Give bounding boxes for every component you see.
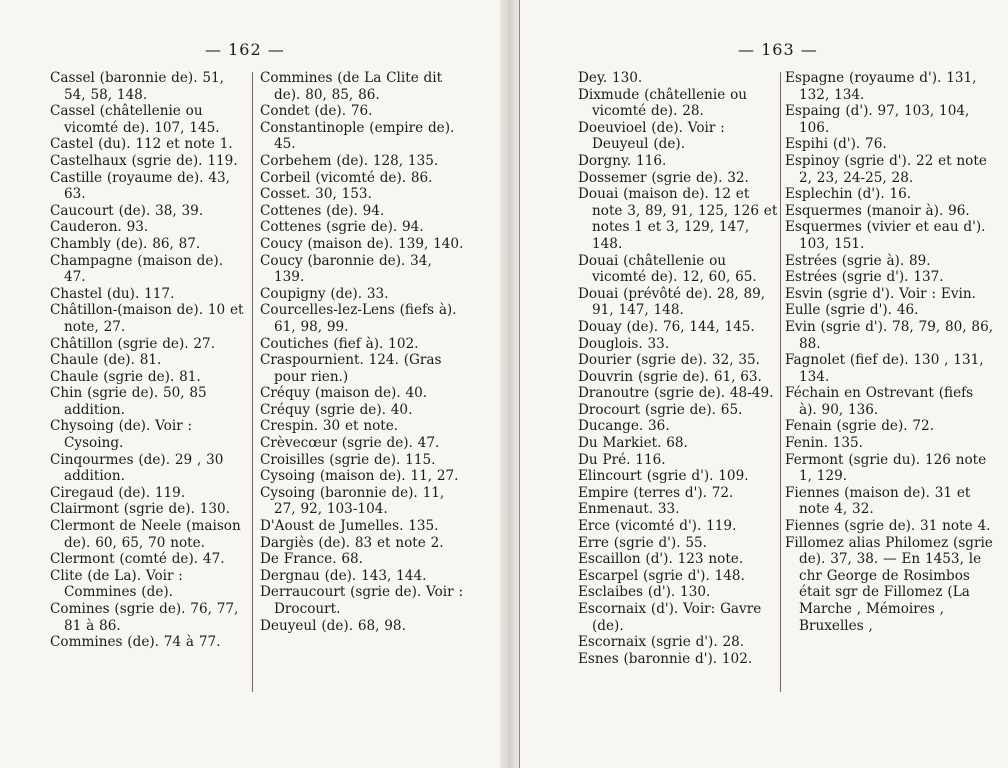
index-entry: Empire (terres d'). 72. bbox=[578, 484, 734, 501]
index-entry: Elincourt (sgrie d'). 109. bbox=[578, 468, 749, 485]
index-entry: Escarpel (sgrie d'). 148. bbox=[578, 567, 745, 584]
index-entry: Châtillon (sgrie de). 27. bbox=[50, 335, 216, 352]
index-entry: Evin (sgrie d'). 78, 79, 80, 86, 88. bbox=[785, 318, 994, 352]
index-entry: Fiennes (maison de). 31 et note 4, 32. bbox=[785, 484, 971, 518]
index-entry: Castille (royaume de). 43, 63. bbox=[50, 169, 230, 203]
index-entry: Coupigny (de). 33. bbox=[260, 285, 389, 302]
index-entry: Esplechin (d'). 16. bbox=[785, 186, 912, 203]
index-entry: Champagne (maison de). 47. bbox=[50, 252, 224, 286]
index-entry: Fillomez alias Philomez (sgrie de). 37, 38. — En 1453, le chr George de Rosimbos était sgr de Fillomez (La Marche , Mémoires , Bruxelles , bbox=[785, 534, 993, 634]
index-entry: Ducange. 36. bbox=[578, 418, 670, 435]
index-entry: Cosset. 30, 153. bbox=[260, 186, 372, 203]
index-entry: Escornaix (sgrie d'). 28. bbox=[578, 634, 745, 651]
right-page bbox=[520, 0, 1008, 768]
index-entry: Comines (sgrie de). 76, 77, 81 à 86. bbox=[50, 601, 239, 634]
index-entry: Derraucourt (sgrie de). Voir : Drocourt. bbox=[260, 584, 464, 617]
index-entry: Cauderon. 93. bbox=[50, 219, 149, 236]
index-entry: Clairmont (sgrie de). 130. bbox=[50, 501, 230, 518]
index-entry: Castelhaux (sgrie de). 119. bbox=[50, 152, 238, 169]
index-entry: Dargiès (de). 83 et note 2. bbox=[260, 534, 444, 551]
index-entry: Chysoing (de). Voir : Cysoing. bbox=[50, 418, 193, 452]
index-entry: Cottenes (sgrie de). 94. bbox=[260, 219, 424, 236]
left-page bbox=[0, 0, 500, 768]
index-entry: Dranoutre (sgrie de). 48-49. bbox=[578, 385, 774, 402]
index-entry: Commines (de). 74 à 77. bbox=[50, 634, 221, 651]
index-entry: Dey. 130. bbox=[578, 70, 643, 86]
index-entry: Coucy (maison de). 139, 140. bbox=[260, 235, 464, 252]
index-entry: Crespin. 30 et note. bbox=[260, 418, 399, 435]
index-entry: Cassel (baronnie de). 51, 54, 58, 148. bbox=[50, 70, 224, 103]
column-divider bbox=[252, 72, 253, 692]
index-entry: Chin (sgrie de). 50, 85 addition. bbox=[50, 385, 207, 418]
index-entry: Erre (sgrie d'). 55. bbox=[578, 534, 707, 551]
index-entry: Clite (de La). Voir : Commines (de). bbox=[50, 567, 183, 601]
index-entry: Douvrin (sgrie de). 61, 63. bbox=[578, 368, 762, 385]
index-entry: Croisilles (sgrie de). 115. bbox=[260, 451, 436, 468]
index-entry: Coutiches (fief à). 102. bbox=[260, 335, 419, 352]
book-gutter bbox=[500, 0, 520, 768]
index-entry: Chaule (sgrie de). 81. bbox=[50, 368, 201, 385]
index-entry: Chaule (de). 81. bbox=[50, 352, 162, 369]
index-entry: Cinqourmes (de). 29 , 30 addition. bbox=[50, 451, 224, 485]
index-entry: Clermont (comté de). 47. bbox=[50, 551, 225, 568]
index-entry: Créquy (maison de). 40. bbox=[260, 385, 428, 402]
index-entry: Douai (prévôté de). 28, 89, 91, 147, 148. bbox=[578, 285, 766, 319]
index-entry: Dorgny. 116. bbox=[578, 152, 667, 169]
index-column bbox=[50, 70, 245, 651]
index-entry: Fiennes (sgrie de). 31 note 4. bbox=[785, 518, 991, 535]
index-entry: Caucourt (de). 38, 39. bbox=[50, 202, 204, 219]
index-entry: Esclaibes (d'). 130. bbox=[578, 584, 711, 601]
index-entry: Féchain en Ostrevant (fiefs à). 90, 136. bbox=[785, 385, 974, 418]
index-entry: Escaillon (d'). 123 note. bbox=[578, 551, 744, 568]
index-entry: Enmenaut. 33. bbox=[578, 501, 680, 518]
index-entry: Deuyeul (de). 68, 98. bbox=[260, 617, 406, 634]
index-entry: Douai (châtellenie ou vicomté de). 12, 60, 65. bbox=[578, 252, 757, 286]
index-entry: Créquy (sgrie de). 40. bbox=[260, 401, 413, 418]
index-column bbox=[785, 70, 995, 634]
page-number: — 162 — bbox=[205, 40, 285, 59]
index-entry: Erce (vicomté d'). 119. bbox=[578, 518, 737, 535]
index-entry: Fenain (sgrie de). 72. bbox=[785, 418, 935, 435]
index-entry: Coucy (baronnie de). 34, 139. bbox=[260, 252, 432, 286]
index-entry: Douay (de). 76, 144, 145. bbox=[578, 318, 755, 335]
index-entry: Fermont (sgrie du). 126 note 1, 129. bbox=[785, 451, 987, 485]
index-entry: Drocourt (sgrie de). 65. bbox=[578, 401, 743, 418]
index-entry: Espagne (royaume d'). 131, 132, 134. bbox=[785, 70, 977, 103]
index-entry: Cassel (châtellenie ou vicomté de). 107, 145. bbox=[50, 103, 220, 136]
index-entry: Châtillon-(maison de). 10 et note, 27. bbox=[50, 302, 244, 335]
index-entry: Craspournient. 124. (Gras pour rien.) bbox=[260, 352, 442, 385]
index-entry: Corbehem (de). 128, 135. bbox=[260, 152, 439, 169]
index-entry: Cysoing (maison de). 11, 27. bbox=[260, 468, 459, 485]
index-entry: Espinoy (sgrie d'). 22 et note 2, 23, 24-25, 28. bbox=[785, 152, 987, 186]
index-entry: Constantinople (empire de). 45. bbox=[260, 119, 455, 153]
index-entry: Du Markiet. 68. bbox=[578, 435, 688, 452]
index-entry: Douglois. 33. bbox=[578, 335, 670, 352]
index-entry: Esnes (baronnie d'). 102. bbox=[578, 650, 753, 667]
page-number: — 163 — bbox=[738, 40, 818, 59]
index-entry: Espihi (d'). 76. bbox=[785, 136, 887, 153]
index-entry: Escornaix (d'). Voir: Gavre (de). bbox=[578, 601, 762, 634]
index-entry: Condet (de). 76. bbox=[260, 103, 373, 120]
index-entry: D'Aoust de Jumelles. 135. bbox=[260, 518, 439, 535]
index-entry: Castel (du). 112 et note 1. bbox=[50, 136, 233, 153]
index-entry: De France. 68. bbox=[260, 551, 363, 568]
index-entry: Commines (de La Clite dit de). 80, 85, 86. bbox=[260, 70, 443, 103]
index-entry: Eulle (sgrie d'). 46. bbox=[785, 302, 919, 319]
index-entry: Courcelles-lez-Lens (fiefs à). 61, 98, 99. bbox=[260, 302, 457, 335]
index-entry: Cottenes (de). 94. bbox=[260, 202, 385, 219]
index-entry: Dixmude (châtellenie ou vicomté de). 28. bbox=[578, 86, 748, 120]
index-entry: Espaing (d'). 97, 103, 104, 106. bbox=[785, 103, 970, 136]
index-entry: Esquermes (vivier et eau d'). 103, 151. bbox=[785, 219, 986, 252]
index-entry: Crèvecœur (sgrie de). 47. bbox=[260, 435, 440, 452]
index-column bbox=[260, 70, 465, 634]
index-column bbox=[578, 70, 778, 667]
index-entry: Doeuvioel (de). Voir : Deuyeul (de). bbox=[578, 119, 725, 153]
index-entry: Estrées (sgrie à). 89. bbox=[785, 252, 931, 269]
index-entry: Dourier (sgrie de). 32, 35. bbox=[578, 352, 760, 369]
index-entry: Esvin (sgrie d'). Voir : Evin. bbox=[785, 285, 976, 302]
index-entry: Chambly (de). 86, 87. bbox=[50, 235, 201, 252]
index-entry: Fenin. 135. bbox=[785, 435, 863, 452]
index-entry: Du Pré. 116. bbox=[578, 451, 666, 468]
index-entry: Dossemer (sgrie de). 32. bbox=[578, 169, 749, 186]
index-entry: Estrées (sgrie d'). 137. bbox=[785, 269, 944, 286]
column-divider bbox=[780, 72, 781, 692]
index-entry: Cysoing (baronnie de). 11, 27, 92, 103-104. bbox=[260, 484, 445, 518]
index-entry: Douai (maison de). 12 et note 3, 89, 91, 125, 126 et notes 1 et 3, 129, 147, 148. bbox=[578, 186, 778, 252]
index-entry: Fagnolet (fief de). 130 , 131, 134. bbox=[785, 352, 984, 385]
index-entry: Corbeil (vicomté de). 86. bbox=[260, 169, 433, 186]
index-entry: Dergnau (de). 143, 144. bbox=[260, 567, 427, 584]
index-entry: Esquermes (manoir à). 96. bbox=[785, 202, 970, 219]
index-entry: Chastel (du). 117. bbox=[50, 285, 175, 302]
index-entry: Clermont de Neele (maison de). 60, 65, 70 note. bbox=[50, 518, 241, 551]
index-entry: Ciregaud (de). 119. bbox=[50, 484, 186, 501]
